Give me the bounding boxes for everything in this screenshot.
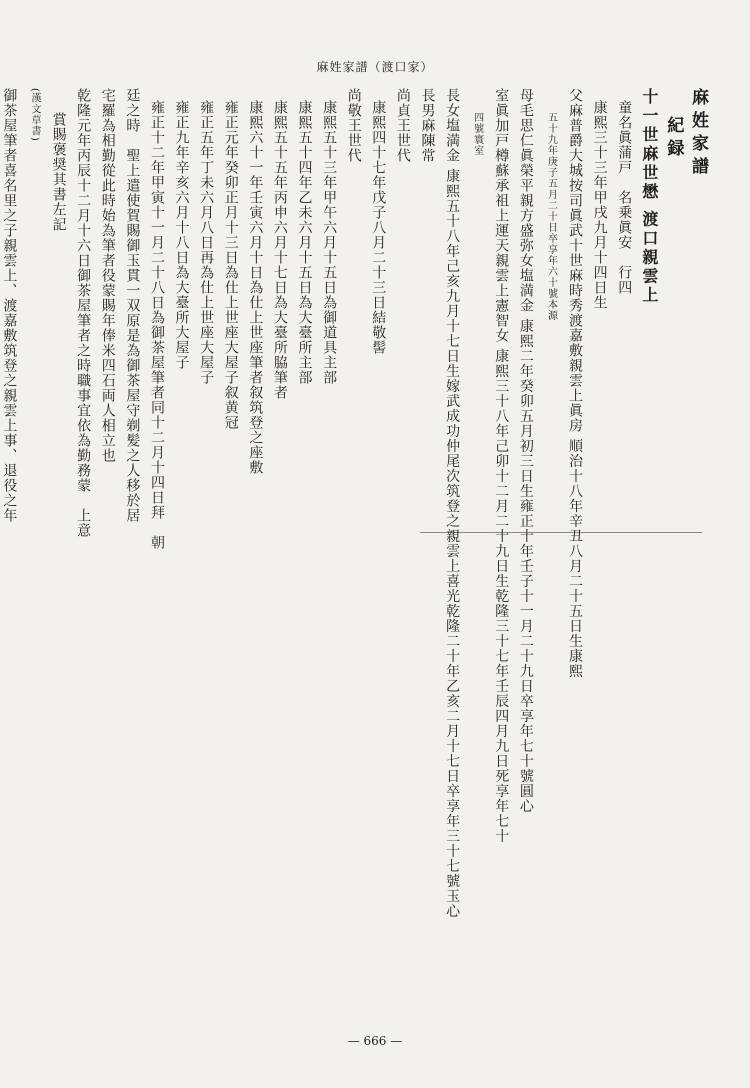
- text-column: 康熙五十四年乙未六月十五日為大臺所主部: [296, 100, 313, 385]
- text-column: 賞賜褒奨其書左記: [50, 112, 67, 232]
- text-column: 麻姓家譜: [688, 88, 708, 180]
- text-column: 長男麻陳常: [419, 88, 436, 163]
- text-column: 五十九年庚子五月二十日卒享年六十號本源: [545, 112, 557, 321]
- page-header: 麻姓家譜（渡口家）: [316, 60, 434, 74]
- text-column: (漢文草書): [28, 88, 40, 142]
- text-column: 雍正元年癸卯正月十三日為仕上世座大屋子叙黄冠: [222, 100, 239, 430]
- text-column: 康熙五十三年甲午六月十五日為御道具主部: [321, 100, 338, 385]
- page-number: — 666 —: [347, 1034, 403, 1048]
- text-column: 康熙三十三年甲戌九月十四日生: [591, 100, 608, 310]
- text-column: 雍正五年丁未六月八日再為仕上世座大屋子: [198, 100, 215, 385]
- text-column: 父麻普爵大城按司眞武十世麻時秀渡嘉敷親雲上眞房 順治十八年辛丑八月二十五日生康熙: [567, 88, 584, 679]
- text-column: 廷之時 聖上遣使賀賜御玉貫一双原是為御茶屋守剃髪之人移於居: [124, 88, 141, 523]
- vertical-text-body: [0, 88, 710, 1018]
- text-column: 母毛思仁眞榮平親方盛弥女塩満金 康熙二年癸卯五月初三日生雍正十年壬子十一月二十九日卒享年七十號圓心: [517, 88, 534, 814]
- text-column: 長女塩満金 康熙五十八年己亥九月十七日生嫁武成功仲尾次筑登之親雲上喜光乾隆二十年乙亥二月十七日卒享年三十七號玉心: [444, 88, 461, 919]
- text-column: 乾隆元年丙辰十二月十六日御茶屋筆者之時職事宜依為勤務蒙 上意: [75, 88, 92, 538]
- text-column: 雍正九年辛亥六月十八日為大臺所大屋子: [173, 100, 190, 370]
- text-column: 四號寰室: [471, 112, 483, 156]
- text-column: 尚貞王世代: [394, 88, 411, 163]
- text-column: 康熙六十一年壬寅六月十日為仕上世座筆者叙筑登之座敷: [247, 100, 264, 475]
- text-column: 十一世麻世懋 渡口親雲上: [639, 88, 659, 306]
- text-column: 康熙四十七年戊子八月二十三日結敬髻: [370, 100, 387, 355]
- text-column: 御茶屋筆者喜名里之子親雲上、渡嘉敷筑登之親雲上事、退役之年: [1, 88, 18, 523]
- text-column: 康熙五十五年丙申六月十七日為大臺所脇筆者: [271, 100, 288, 400]
- text-column: 雍正十二年甲寅十一月二十八日為御茶屋筆者同十二月十四日拜 朝: [148, 100, 165, 550]
- text-column: 童名眞蒲戸 名乗眞安 行四: [616, 100, 633, 295]
- text-column: 室眞加戸樽蘇承祖上運天親雲上憲智女 康熙三十八年己卯十二月二十九日生乾隆三十七年壬辰四月九日死享年七十: [493, 88, 510, 844]
- text-column: 紀録: [663, 116, 684, 162]
- text-column: 宅羅為相勤從此時始為筆者役蒙賜年俸米四石両人相立也: [99, 88, 116, 463]
- text-column: 尚敬王世代: [345, 88, 362, 163]
